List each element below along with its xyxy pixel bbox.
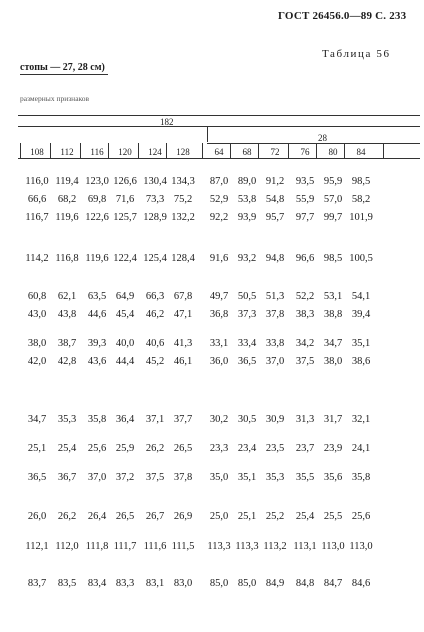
table-cell: 113,3 <box>235 541 259 552</box>
table-cell: 35,0 <box>209 472 229 483</box>
table-cell: 83,3 <box>115 578 135 589</box>
table-cell: 113,0 <box>321 541 345 552</box>
table-cell: 119,6 <box>85 253 109 264</box>
table-cell: 46,1 <box>173 356 193 367</box>
table-cell: 116,7 <box>25 212 49 223</box>
table-cell: 66,3 <box>145 291 165 302</box>
table-cell: 67,8 <box>173 291 193 302</box>
table-cell: 36,5 <box>27 472 47 483</box>
table-cell: 37,5 <box>145 472 165 483</box>
table-subtitle: размерных признаков <box>20 94 90 103</box>
table-cell: 25,4 <box>295 511 315 522</box>
table-cell: 37,8 <box>173 472 193 483</box>
table-cell: 26,5 <box>173 443 193 454</box>
table-cell: 111,6 <box>143 541 167 552</box>
table-cell: 43,0 <box>27 309 47 320</box>
column-header: 80 <box>328 147 338 157</box>
table-cell: 25,2 <box>265 511 285 522</box>
table-cell: 111,5 <box>171 541 195 552</box>
table-cell: 91,2 <box>265 176 285 187</box>
table-cell: 113,1 <box>293 541 317 552</box>
table-cell: 37,1 <box>145 414 165 425</box>
table-cell: 111,8 <box>85 541 109 552</box>
table-cell: 69,8 <box>87 194 107 205</box>
table-cell: 97,7 <box>295 212 315 223</box>
table-cell: 26,2 <box>57 511 77 522</box>
table-cell: 46,2 <box>145 309 165 320</box>
table-cell: 89,0 <box>237 176 257 187</box>
column-separator <box>138 143 139 158</box>
table-cell: 91,6 <box>209 253 229 264</box>
table-cell: 37,3 <box>237 309 257 320</box>
table-cell: 116,8 <box>55 253 79 264</box>
table-cell: 44,6 <box>87 309 107 320</box>
group-header-foot: 28 <box>318 133 327 143</box>
table-label: Таблица 56 <box>322 48 391 60</box>
table-cell: 83,0 <box>173 578 193 589</box>
column-header: 120 <box>118 147 132 157</box>
table-cell: 122,6 <box>85 212 109 223</box>
column-header: 72 <box>270 147 280 157</box>
table-cell: 71,6 <box>115 194 135 205</box>
column-separator <box>316 143 317 158</box>
table-cell: 64,9 <box>115 291 135 302</box>
table-rule-header-bottom <box>18 158 420 159</box>
table-cell: 35,8 <box>351 472 371 483</box>
table-cell: 34,7 <box>323 338 343 349</box>
table-cell: 33,8 <box>265 338 285 349</box>
table-cell: 47,1 <box>173 309 193 320</box>
table-cell: 44,4 <box>115 356 135 367</box>
table-cell: 53,8 <box>237 194 257 205</box>
table-cell: 83,1 <box>145 578 165 589</box>
table-cell: 111,7 <box>113 541 137 552</box>
table-cell: 36,8 <box>209 309 229 320</box>
table-cell: 84,6 <box>351 578 371 589</box>
table-cell: 101,9 <box>349 212 373 223</box>
table-cell: 38,3 <box>295 309 315 320</box>
table-cell: 83,4 <box>87 578 107 589</box>
table-rule-subgroup <box>207 143 420 144</box>
table-cell: 26,2 <box>145 443 165 454</box>
table-cell: 31,3 <box>295 414 315 425</box>
table-cell: 119,6 <box>55 212 79 223</box>
table-cell: 42,0 <box>27 356 47 367</box>
table-cell: 85,0 <box>209 578 229 589</box>
table-cell: 26,4 <box>87 511 107 522</box>
table-cell: 30,5 <box>237 414 257 425</box>
table-cell: 37,8 <box>265 309 285 320</box>
table-cell: 25,1 <box>237 511 257 522</box>
table-cell: 53,1 <box>323 291 343 302</box>
table-cell: 23,7 <box>295 443 315 454</box>
table-cell: 52,2 <box>295 291 315 302</box>
table-cell: 128,9 <box>143 212 167 223</box>
table-cell: 87,0 <box>209 176 229 187</box>
table-rule-top <box>18 115 420 116</box>
table-cell: 113,2 <box>263 541 287 552</box>
table-cell: 119,4 <box>55 176 79 187</box>
table-cell: 68,2 <box>57 194 77 205</box>
table-cell: 34,2 <box>295 338 315 349</box>
table-cell: 39,4 <box>351 309 371 320</box>
table-cell: 26,9 <box>173 511 193 522</box>
table-cell: 31,7 <box>323 414 343 425</box>
table-cell: 54,8 <box>265 194 285 205</box>
table-cell: 38,0 <box>323 356 343 367</box>
table-cell: 49,7 <box>209 291 229 302</box>
table-cell: 58,2 <box>351 194 371 205</box>
table-cell: 125,7 <box>113 212 137 223</box>
table-cell: 62,1 <box>57 291 77 302</box>
table-cell: 92,2 <box>209 212 229 223</box>
table-cell: 33,4 <box>237 338 257 349</box>
table-cell: 94,8 <box>265 253 285 264</box>
table-cell: 40,0 <box>115 338 135 349</box>
table-cell: 23,3 <box>209 443 229 454</box>
column-header: 112 <box>60 147 74 157</box>
table-cell: 99,7 <box>323 212 343 223</box>
table-cell: 95,7 <box>265 212 285 223</box>
table-cell: 66,6 <box>27 194 47 205</box>
column-separator <box>288 143 289 158</box>
table-cell: 34,7 <box>27 414 47 425</box>
column-separator <box>202 143 203 158</box>
table-cell: 39,3 <box>87 338 107 349</box>
column-separator <box>383 143 384 158</box>
table-cell: 112,0 <box>55 541 79 552</box>
table-cell: 25,5 <box>323 511 343 522</box>
table-cell: 30,9 <box>265 414 285 425</box>
table-cell: 23,4 <box>237 443 257 454</box>
table-cell: 35,3 <box>265 472 285 483</box>
table-cell: 41,3 <box>173 338 193 349</box>
table-cell: 36,4 <box>115 414 135 425</box>
group-header-height: 182 <box>160 117 174 127</box>
table-cell: 55,9 <box>295 194 315 205</box>
table-cell: 37,0 <box>87 472 107 483</box>
table-cell: 93,9 <box>237 212 257 223</box>
column-separator <box>20 143 21 158</box>
table-cell: 42,8 <box>57 356 77 367</box>
table-cell: 24,1 <box>351 443 371 454</box>
table-cell: 75,2 <box>173 194 193 205</box>
table-cell: 36,5 <box>237 356 257 367</box>
table-cell: 40,6 <box>145 338 165 349</box>
table-cell: 52,9 <box>209 194 229 205</box>
table-cell: 57,0 <box>323 194 343 205</box>
table-cell: 37,5 <box>295 356 315 367</box>
column-separator <box>80 143 81 158</box>
table-cell: 35,3 <box>57 414 77 425</box>
table-cell: 84,9 <box>265 578 285 589</box>
table-cell: 37,7 <box>173 414 193 425</box>
table-cell: 45,2 <box>145 356 165 367</box>
table-cell: 98,5 <box>323 253 343 264</box>
table-cell: 36,7 <box>57 472 77 483</box>
table-cell: 38,8 <box>323 309 343 320</box>
table-cell: 123,0 <box>85 176 109 187</box>
table-cell: 25,6 <box>87 443 107 454</box>
table-cell: 43,6 <box>87 356 107 367</box>
table-cell: 83,7 <box>27 578 47 589</box>
table-cell: 130,4 <box>143 176 167 187</box>
table-cell: 37,0 <box>265 356 285 367</box>
table-cell: 26,5 <box>115 511 135 522</box>
table-cell: 126,6 <box>113 176 137 187</box>
standard-reference: ГОСТ 26456.0—89 С. 233 <box>278 10 407 22</box>
column-separator <box>166 143 167 158</box>
table-cell: 51,3 <box>265 291 285 302</box>
column-header: 84 <box>356 147 366 157</box>
table-cell: 35,6 <box>323 472 343 483</box>
table-cell: 113,3 <box>207 541 231 552</box>
table-cell: 134,3 <box>171 176 195 187</box>
table-cell: 25,1 <box>27 443 47 454</box>
table-cell: 36,0 <box>209 356 229 367</box>
column-separator <box>344 143 345 158</box>
table-cell: 45,4 <box>115 309 135 320</box>
title-underline <box>20 74 108 75</box>
table-cell: 38,0 <box>27 338 47 349</box>
table-cell: 26,0 <box>27 511 47 522</box>
table-cell: 43,8 <box>57 309 77 320</box>
column-header: 128 <box>176 147 190 157</box>
table-cell: 132,2 <box>171 212 195 223</box>
table-cell: 125,4 <box>143 253 167 264</box>
table-cell: 25,9 <box>115 443 135 454</box>
table-cell: 122,4 <box>113 253 137 264</box>
table-cell: 54,1 <box>351 291 371 302</box>
table-cell: 85,0 <box>237 578 257 589</box>
table-cell: 23,5 <box>265 443 285 454</box>
table-cell: 95,9 <box>323 176 343 187</box>
table-cell: 100,5 <box>349 253 373 264</box>
table-cell: 38,7 <box>57 338 77 349</box>
table-cell: 93,5 <box>295 176 315 187</box>
table-cell: 35,1 <box>237 472 257 483</box>
column-header: 68 <box>242 147 252 157</box>
group-divider <box>207 126 208 142</box>
table-cell: 32,1 <box>351 414 371 425</box>
table-rule-group <box>18 126 420 127</box>
column-header: 64 <box>214 147 224 157</box>
table-cell: 33,1 <box>209 338 229 349</box>
column-header: 76 <box>300 147 310 157</box>
column-header: 116 <box>90 147 104 157</box>
table-cell: 63,5 <box>87 291 107 302</box>
table-cell: 35,8 <box>87 414 107 425</box>
table-cell: 35,5 <box>295 472 315 483</box>
table-cell: 98,5 <box>351 176 371 187</box>
table-cell: 35,1 <box>351 338 371 349</box>
table-continuation-title: стопы — 27, 28 см) <box>20 62 105 73</box>
table-cell: 96,6 <box>295 253 315 264</box>
column-separator <box>108 143 109 158</box>
table-cell: 93,2 <box>237 253 257 264</box>
table-cell: 25,6 <box>351 511 371 522</box>
table-cell: 128,4 <box>171 253 195 264</box>
table-cell: 25,0 <box>209 511 229 522</box>
table-cell: 26,7 <box>145 511 165 522</box>
table-cell: 112,1 <box>25 541 49 552</box>
table-cell: 114,2 <box>25 253 49 264</box>
table-cell: 84,7 <box>323 578 343 589</box>
table-cell: 116,0 <box>25 176 49 187</box>
table-cell: 113,0 <box>349 541 373 552</box>
table-cell: 38,6 <box>351 356 371 367</box>
table-cell: 23,9 <box>323 443 343 454</box>
column-header: 124 <box>148 147 162 157</box>
table-cell: 84,8 <box>295 578 315 589</box>
table-cell: 83,5 <box>57 578 77 589</box>
table-cell: 50,5 <box>237 291 257 302</box>
table-cell: 60,8 <box>27 291 47 302</box>
column-separator <box>50 143 51 158</box>
table-cell: 30,2 <box>209 414 229 425</box>
column-separator <box>258 143 259 158</box>
column-header: 108 <box>30 147 44 157</box>
column-separator <box>230 143 231 158</box>
table-cell: 73,3 <box>145 194 165 205</box>
table-cell: 37,2 <box>115 472 135 483</box>
table-cell: 25,4 <box>57 443 77 454</box>
